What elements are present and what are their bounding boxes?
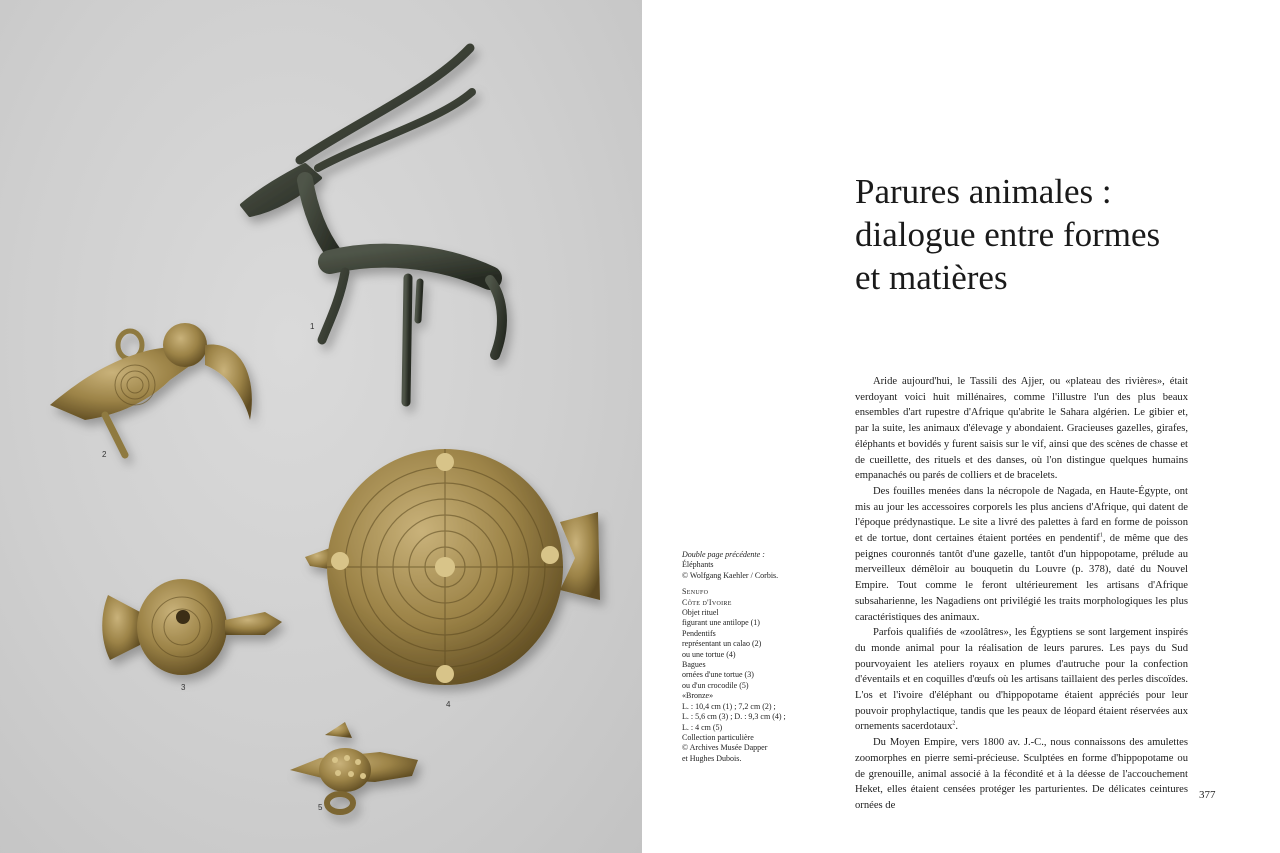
- page-number: 377: [1199, 789, 1216, 801]
- figure-label-5: 5: [318, 803, 323, 812]
- antelope-object: [242, 48, 502, 402]
- caption-line: Pendentifs: [682, 628, 716, 638]
- paragraph-3-part-b: .: [955, 721, 959, 733]
- caption-line: ornées d'une tortue (3): [682, 670, 754, 680]
- figure-label-4: 4: [446, 700, 451, 709]
- figure-label-2: 2: [102, 450, 107, 459]
- article-title: [855, 170, 1235, 299]
- caption-line: «Bronze»: [682, 691, 714, 701]
- caption-line: L. : 5,6 cm (3) ; D. : 9,3 cm (4) ;: [682, 712, 786, 722]
- caption-line: L. : 10,4 cm (1) ; 7,2 cm (2) ;: [682, 701, 776, 711]
- caption-prev-heading: Double page précédente :: [682, 550, 765, 559]
- title-line-1: Parures animales :: [855, 172, 1112, 211]
- tortoise-ring-object: [102, 579, 282, 675]
- paragraph-3: [855, 625, 1188, 735]
- caption-country: Côte d'Ivoire: [682, 597, 732, 607]
- footnote-ref-2: 2: [952, 720, 956, 727]
- title-line-2: dialogue entre formes: [855, 215, 1161, 254]
- caption-line: ou d'un crocodile (5): [682, 680, 749, 690]
- paragraph-2-part-a: Des fouilles menées dans la nécropole de Nagada, en Haute-Égypte, ont mis au jour les accessoires corporels les plus anciens d'Afrique, qui datent de l'époque prédynastique. Le site a livré des palettes à fard en forme de poisson et de tortue, dont certaines étaient portées en pendentif: [855, 485, 1188, 545]
- caption-line: Bagues: [682, 660, 706, 670]
- photo-caption: [682, 550, 802, 764]
- caption-line: Collection particulière: [682, 732, 754, 742]
- figure-label-1: 1: [310, 322, 315, 331]
- caption-line: et Hughes Dubois.: [682, 753, 742, 763]
- paragraph-1: Aride aujourd'hui, le Tassili des Ajjer, ou «plateau des rivières», était verdoyant voici huit millénaires, comme l'illustre l'un des plus beaux ensembles d'art rupestre d'Afrique qu'abrite le Sahara algérien. Le gibier et, par la suite, les animaux d'élevage y abondaient. Gracieuses gazelles, girafes, éléphants et bovidés y furent saisis sur le vif, ainsi que des scènes de chasse et de cueillette, des rituels et des danses, où l'on distingue quelques humains empanachés ou parés de colliers et de bracelets.: [855, 376, 1188, 482]
- caption-culture: Senufo: [682, 587, 709, 597]
- paragraph-2: [855, 484, 1188, 625]
- title-line-3: et matières: [855, 258, 1008, 297]
- paragraph-4: Du Moyen Empire, vers 1800 av. J.-C., nous connaissons des amulettes zoomorphes en pierre semi-précieuse. Sculptées en forme d'hippopotame ou de grenouille, animal associé à la fécondité et à la déesse de l'accouchement Heket, elles étaient censées protéger les parturientes. De délicates ceintures ornées de: [855, 737, 1188, 811]
- caption-line: Objet rituel: [682, 608, 719, 618]
- paragraph-2-part-b: , de même que des peignes couronnés tantôt d'une gazelle, tantôt d'un hippopotame, prélude au merveilleux démêloir au bouquetin du Louvre (p. 378), daté du Nouvel Empire. Tout comme le feront ultérieurement les artisans d'Afrique subsaharienne, les Nagadiens ont privilégié les traits morphologiques les plus caractéristiques des animaux.: [855, 533, 1189, 623]
- caption-line: © Archives Musée Dapper: [682, 743, 768, 753]
- paragraph-3-part-a: Parfois qualifiés de «zoolâtres», les Égyptiens se sont largement inspirés du monde animal pour la réalisation de leurs parures. Les pays du Sud pourvoyaient les ateliers royaux en plumes d'autruche pour la confection d'éventails et en coquilles d'œufs où les artisans taillaient des perles discoïdes. L'os et l'ivoire d'éléphant ou d'hippopotame étaient appréciés pour leur pouvoir prophylactique, tandis que les peaux de léopard étaient réservées aux ornements sacerdotaux: [855, 627, 1188, 733]
- caption-prev-credit: © Wolfgang Kaehler / Corbis.: [682, 570, 779, 580]
- caption-prev-subject: Éléphants: [682, 560, 714, 570]
- caption-line: ou une tortue (4): [682, 649, 736, 659]
- caption-line: représentant un calao (2): [682, 639, 762, 649]
- footnote-ref-1: 1: [1099, 532, 1103, 539]
- hornbill-object: [50, 323, 252, 455]
- crocodile-ring-object: [290, 722, 418, 812]
- disc-pendant-object: [305, 449, 600, 685]
- article-body: [855, 374, 1188, 814]
- figure-label-3: 3: [181, 683, 186, 692]
- caption-line: figurant une antilope (1): [682, 618, 760, 628]
- caption-line: L. : 4 cm (5): [682, 722, 723, 732]
